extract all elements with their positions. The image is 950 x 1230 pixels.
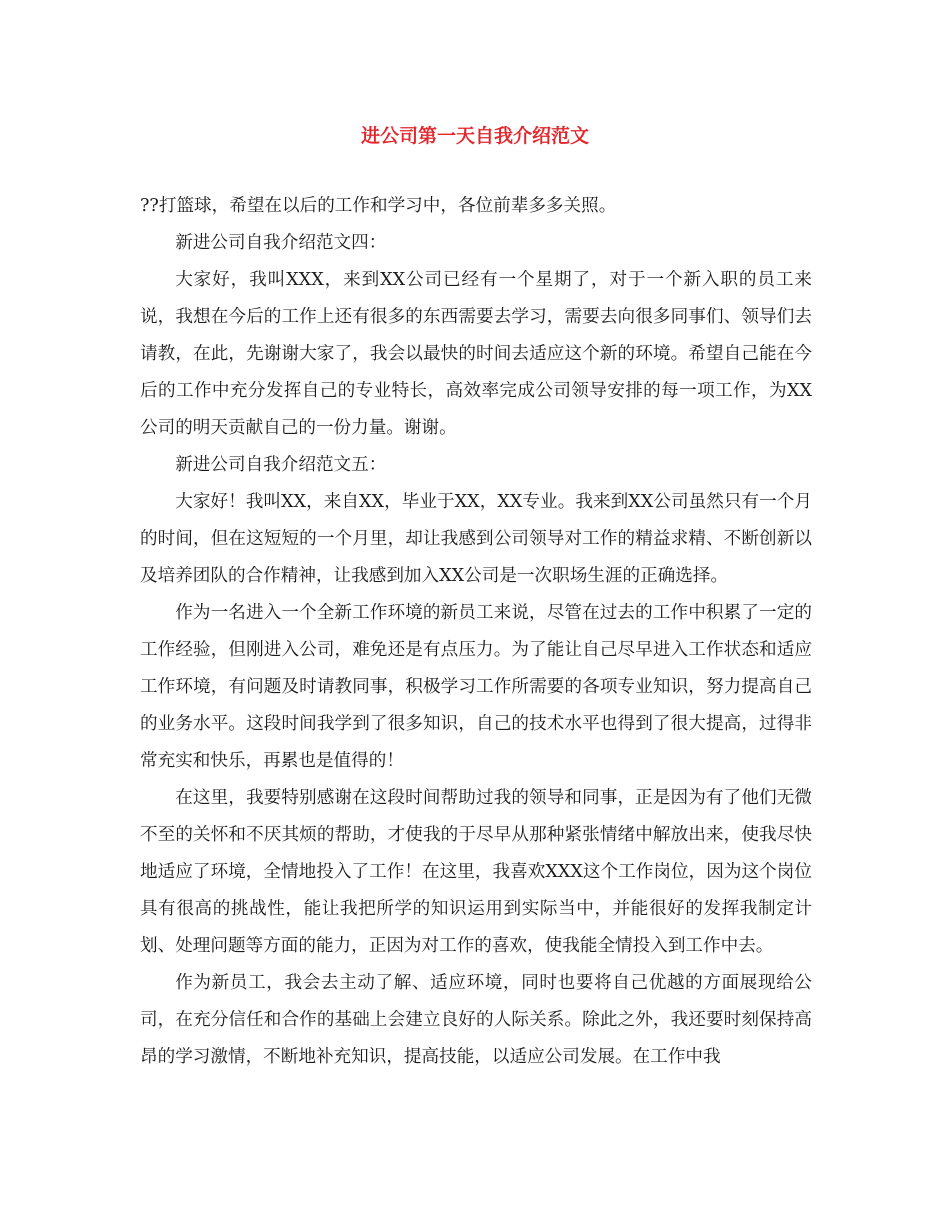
paragraph: 作为一名进入一个全新工作环境的新员工来说，尽管在过去的工作中积累了一定的工作经验，但刚进入公司，难免还是有点压力。为了能让自己尽早进入工作状态和适应工作环境，有问题及时请教同事，积极学习工作所需要的各项专业知识，努力提高自己的业务水平。这段时间我学到了很多知识，自己的技术水平也得到了很大提高，过得非常充实和快乐，再累也是值得的！ bbox=[140, 603, 812, 771]
paragraph: 大家好！我叫XX，来自XX，毕业于XX，XX专业。我来到XX公司虽然只有一个月的时间，但在这短短的一个月里，却让我感到公司领导对工作的精益求精、不断创新以及培养团队的合作精神，让我感到加入XX公司是一次职场生涯的正确选择。 bbox=[140, 492, 812, 586]
paragraph: 在这里，我要特别感谢在这段时间帮助过我的领导和同事，正是因为有了他们无微不至的关怀和不厌其烦的帮助，才使我的于尽早从那种紧张情绪中解放出来，使我尽快地适应了环境，全情地投入了工作！在这里，我喜欢XXX这个工作岗位，因为这个岗位具有很高的挑战性，能让我把所学的知识运用到实际当中，并能很好的发挥我制定计划、处理问题等方面的能力，正因为对工作的喜欢，使我能全情投入到工作中去。 bbox=[140, 788, 812, 956]
document-title: 进公司第一天自我介绍范文 bbox=[360, 125, 589, 147]
paragraph: 作为新员工，我会去主动了解、适应环境，同时也要将自己优越的方面展现给公司，在充分信任和合作的基础上会建立良好的人际关系。除此之外，我还要时刻保持高昂的学习激情，不断地补充知识，提高技能，以适应公司发展。在工作中我 bbox=[140, 973, 812, 1067]
section-heading: 新进公司自我介绍范文四： bbox=[175, 233, 387, 253]
document-body bbox=[140, 188, 812, 1076]
paragraph: 大家好，我叫XXX，来到XX公司已经有一个星期了，对于一个新入职的员工来说，我想在今后的工作上还有很多的东西需要去学习，需要去向很多同事们、领导们去请教，在此，先谢谢大家了，我会以最快的时间去适应这个新的环境。希望自己能在今后的工作中充分发挥自己的专业特长，高效率完成公司领导安排的每一项工作，为XX公司的明天贡献自己的一份力量。谢谢。 bbox=[140, 270, 812, 438]
paragraph: ??打篮球，希望在以后的工作和学习中，各位前辈多多关照。 bbox=[140, 196, 617, 216]
section-heading: 新进公司自我介绍范文五： bbox=[175, 455, 387, 475]
